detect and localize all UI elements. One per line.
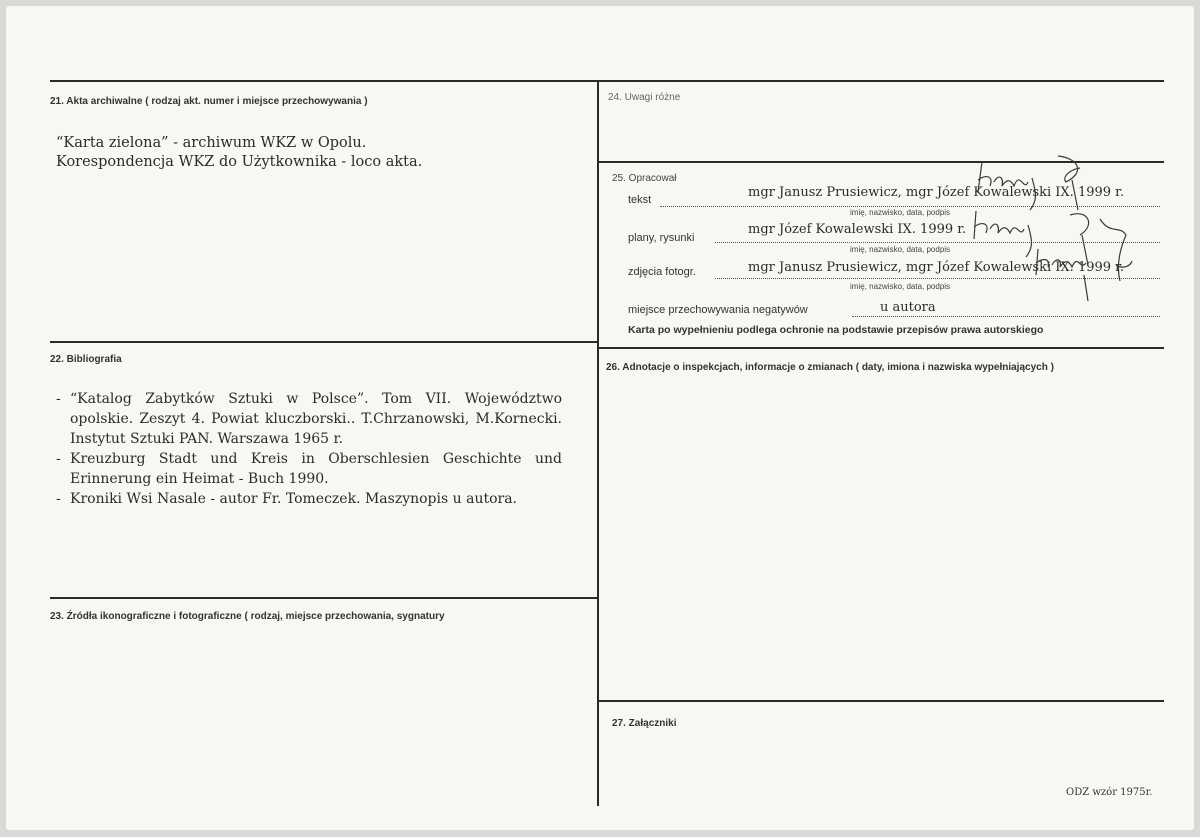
bibliography-item: - Kreuzburg Stadt und Kreis in Oberschlesien Geschichte und Erinnerung ein Heimat - Buch 1990. — [56, 451, 562, 487]
center-divider — [597, 80, 599, 806]
row-value-plans: mgr Józef Kowalewski IX. 1999 r. — [748, 222, 967, 237]
signature-hint: imię, nazwisko, data, podpis — [850, 245, 951, 254]
rule-25-26 — [598, 347, 1164, 349]
bibliography-list — [56, 389, 562, 509]
dotted-line — [852, 316, 1160, 317]
signature-2 — [970, 205, 1140, 305]
form-id: ODZ wzór 1975r. — [1066, 787, 1153, 798]
rule-22-23 — [50, 597, 598, 599]
archive-line-1: “Karta zielona” - archiwum WKZ w Opolu. — [56, 135, 367, 151]
section-26-label: 26. Adnotacje o inspekcjach, informacje o zmianach ( daty, imiona i nazwiska wypełniających ) — [606, 362, 1054, 373]
negatives-value: u autora — [880, 300, 936, 315]
section-21-label: 21. Akta archiwalne ( rodzaj akt. numer i miejsce przechowywania ) — [50, 96, 368, 107]
negatives-label: miejsce przechowywania negatywów — [628, 304, 808, 316]
signature-hint: imię, nazwisko, data, podpis — [850, 208, 951, 217]
row-label-text: tekst — [628, 194, 652, 206]
row-value-text: mgr Janusz Prusiewicz, mgr Józef Kowalewski IX. 1999 r. — [748, 185, 1125, 200]
signature-1 — [968, 152, 1108, 212]
rule-26-27 — [598, 700, 1164, 702]
bibliography-item: - “Katalog Zabytków Sztuki w Polsce”. Tom VII. Województwo opolskie. Zeszyt 4. Powiat kluczborski.. T.Chrzanowski, M.Kornecki. Instytut Sztuki PAN. Warszawa 1965 r. — [56, 391, 562, 447]
section-24-label: 24. Uwagi różne — [608, 92, 681, 103]
copyright-note: Karta po wypełnieniu podlega ochronie na podstawie przepisów prawa autorskiego — [628, 324, 1044, 336]
section-27-label: 27. Załączniki — [612, 718, 677, 729]
archive-line-2: Korespondencja WKZ do Użytkownika - loco akta. — [56, 154, 423, 170]
bibliography-item: - Kroniki Wsi Nasale - autor Fr. Tomeczek. Maszynopis u autora. — [56, 491, 518, 507]
row-label-plans: plany, rysunki — [628, 232, 695, 244]
section-23-label: 23. Źródła ikonograficzne i fotograficzne ( rodzaj, miejsce przechowania, sygnatury — [50, 611, 445, 622]
signature-hint: imię, nazwisko, data, podpis — [850, 282, 951, 291]
section-22-label: 22. Bibliografia — [50, 354, 122, 365]
section-25-label: 25. Opracował — [612, 173, 677, 184]
row-value-photos: mgr Janusz Prusiewicz, mgr Józef Kowalewski IX. 1999 r. — [748, 260, 1125, 275]
top-rule — [50, 80, 1164, 82]
row-label-photos: zdjęcia fotogr. — [628, 266, 696, 278]
rule-21-22 — [50, 341, 598, 343]
